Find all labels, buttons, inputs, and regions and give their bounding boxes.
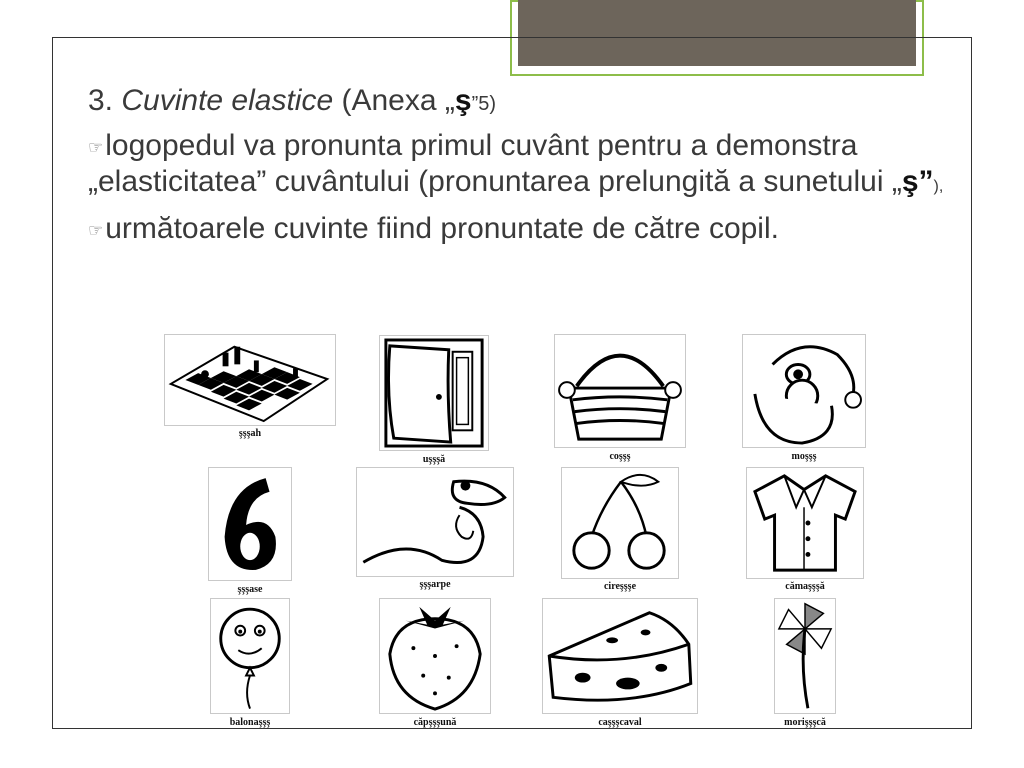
chessboard-icon xyxy=(164,334,336,426)
image-tile-santa: moşşş xyxy=(742,334,866,464)
cherries-icon xyxy=(561,467,679,579)
image-tile-pinwheel: morişşşcă xyxy=(774,598,836,726)
bullet-1: ☞logopedul va pronunta primul cuvânt pentru a demonstra „elasticitatea” cuvântului (pronuntarea prelungită a sunetului „ş”), xyxy=(88,129,944,198)
image-tile-cherries: cireşşşe xyxy=(561,467,679,593)
image-tile-balloon: balonaşşş xyxy=(210,598,290,726)
strawberry-icon xyxy=(379,598,491,714)
image-tile-chess: şşşah xyxy=(164,334,336,442)
cheese-icon xyxy=(542,598,698,714)
bullet-2: ☞următoarele cuvinte fiind pronuntate de către copil. xyxy=(88,212,779,245)
balloon-icon xyxy=(210,598,290,714)
pointing-hand-icon: ☞ xyxy=(88,138,104,157)
image-tile-snake: şşşarpe xyxy=(356,467,514,591)
section-heading: 3. Cuvinte elastice (Anexa „ş”5) xyxy=(88,84,497,117)
pointing-hand-icon: ☞ xyxy=(88,221,104,240)
heading-title: Cuvinte elastice xyxy=(121,84,334,117)
image-tile-shirt: cămaşşşă xyxy=(746,467,864,593)
basket-icon xyxy=(554,334,686,448)
image-tile-cheese: caşşşcaval xyxy=(542,598,698,726)
image-tile-six: şşşase xyxy=(208,467,292,595)
pinwheel-icon xyxy=(774,598,836,714)
shirt-icon xyxy=(746,467,864,579)
number-six-icon xyxy=(208,467,292,581)
santa-face-icon xyxy=(742,334,866,448)
image-tile-door: uşşşă xyxy=(379,335,489,465)
image-tile-strawberry: căpşşşună xyxy=(379,598,491,726)
slide-text xyxy=(88,84,948,256)
door-icon xyxy=(379,335,489,451)
image-tile-basket: coşşş xyxy=(554,334,686,464)
snake-icon xyxy=(356,467,514,577)
